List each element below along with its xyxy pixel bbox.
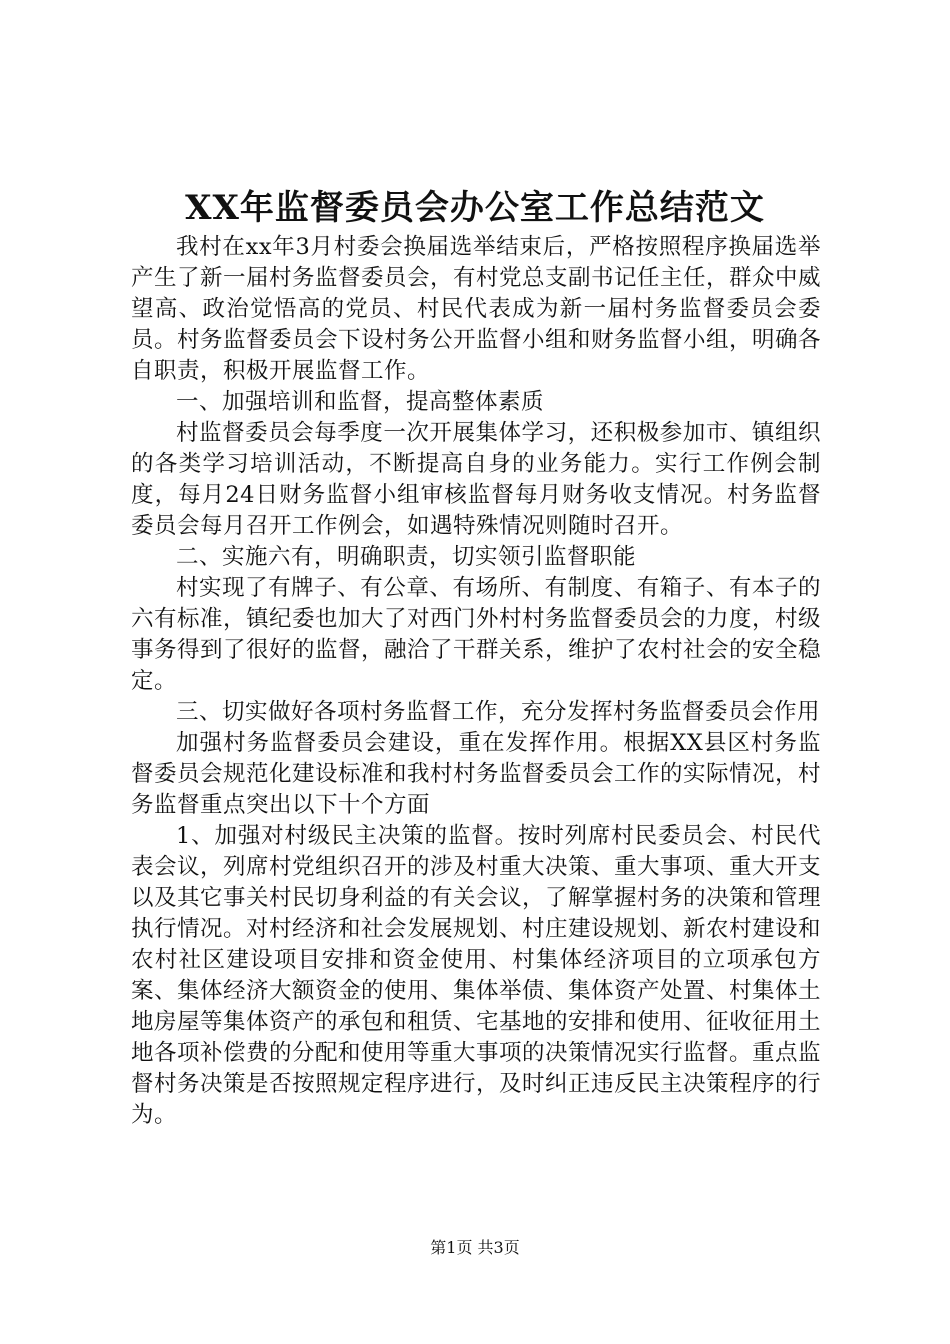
page-footer: 第1页 共3页 bbox=[430, 1238, 520, 1257]
intro-paragraph: 我村在xx年3月村委会换届选举结束后，严格按照程序换届选举产生了新一届村务监督委员会，有村党总支副书记任主任，群众中威望高、政治觉悟高的党员、村民代表成为新一届村务监督委员会委员。村务监督委员会下设村务公开监督小组和财务监督小组，明确各自职责，积极开展监督工作。 bbox=[131, 234, 822, 384]
section-heading-2: 二、实施六有，明确职责，切实领引监督职能 bbox=[176, 544, 637, 570]
document-body bbox=[131, 232, 821, 1131]
item-1-paragraph: 1、加强对村级民主决策的监督。按时列席村民委员会、村民代表会议，列席村党组织召开的涉及村重大决策、重大事项、重大开支以及其它事关村民切身利益的有关会议，了解掌握村务的决策和管理执行情况。对村经济和社会发展规划、村庄建设规划、新农村建设和农村社区建设项目安排和资金使用、村集体经济项目的立项承包方案、集体经济大额资金的使用、集体举债、集体资产处置、村集体土地房屋等集体资产的承包和租赁、宅基地的安排和使用、征收征用土地各项补偿费的分配和使用等重大事项的决策情况实行监督。重点监督村务决策是否按照规定程序进行，及时纠正违反民主决策程序的行为。 bbox=[131, 823, 822, 1128]
section-3-paragraph: 加强村务监督委员会建设，重在发挥作用。根据XX县区村务监督委员会规范化建设标准和我村村务监督委员会工作的实际情况，村务监督重点突出以下十个方面 bbox=[131, 730, 822, 818]
section-2-paragraph: 村实现了有牌子、有公章、有场所、有制度、有箱子、有本子的六有标准，镇纪委也加大了对西门外村村务监督委员会的力度，村级事务得到了很好的监督，融洽了干群关系，维护了农村社会的安全稳定。 bbox=[131, 575, 822, 694]
section-heading-3: 三、切实做好各项村务监督工作，充分发挥村务监督委员会作用 bbox=[176, 699, 821, 725]
page-title: XX年监督委员会办公室工作总结范文 bbox=[185, 188, 765, 228]
section-1-paragraph: 村监督委员会每季度一次开展集体学习，还积极参加市、镇组织的各类学习培训活动，不断提高自身的业务能力。实行工作例会制度，每月24日财务监督小组审核监督每月财务收支情况。村务监督委员会每月召开工作例会，如遇特殊情况则随时召开。 bbox=[131, 420, 821, 539]
section-heading-1: 一、加强培训和监督，提高整体素质 bbox=[176, 389, 545, 415]
